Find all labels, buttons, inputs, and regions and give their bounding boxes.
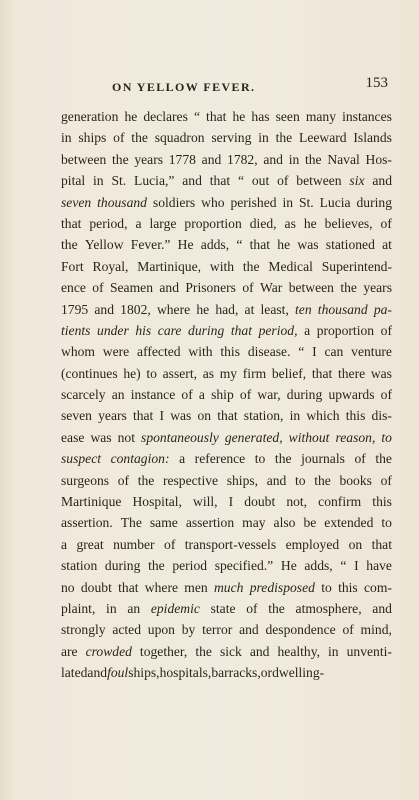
word: disease. bbox=[247, 344, 291, 360]
word: of bbox=[380, 387, 392, 403]
text-line bbox=[61, 299, 392, 320]
word: as bbox=[284, 215, 296, 231]
word: proportion bbox=[316, 322, 375, 338]
word: a bbox=[198, 387, 205, 403]
word: stationed bbox=[325, 237, 375, 253]
text-line bbox=[61, 192, 392, 213]
italic-word: thousand bbox=[97, 194, 147, 210]
word: St. bbox=[298, 194, 314, 210]
word: and bbox=[87, 665, 108, 681]
word: dwelling- bbox=[272, 665, 325, 681]
word: Leeward bbox=[299, 130, 347, 146]
word: an bbox=[127, 600, 141, 616]
word: I bbox=[228, 494, 234, 510]
word: and bbox=[94, 301, 114, 317]
word: the bbox=[148, 558, 165, 574]
word: perished bbox=[230, 194, 277, 210]
word: the bbox=[242, 258, 260, 274]
word: that bbox=[209, 173, 231, 189]
word: generation bbox=[61, 109, 119, 124]
word: ships bbox=[78, 130, 107, 146]
text-line bbox=[61, 470, 392, 491]
word: was bbox=[370, 365, 392, 381]
word: where bbox=[156, 301, 191, 317]
word: Superintend- bbox=[321, 258, 392, 274]
word: also bbox=[273, 515, 296, 531]
word: same bbox=[149, 515, 178, 531]
word: on bbox=[348, 536, 363, 552]
italic-word: suspect bbox=[61, 451, 102, 467]
word: and bbox=[266, 472, 287, 488]
word: ships, bbox=[226, 472, 259, 488]
word: great bbox=[76, 536, 104, 552]
word: this bbox=[345, 408, 366, 424]
word: years bbox=[98, 408, 127, 424]
word: the bbox=[61, 237, 78, 253]
word: the bbox=[137, 472, 155, 488]
word: the bbox=[268, 600, 285, 616]
word: doubt bbox=[80, 579, 112, 595]
word: surgeons bbox=[61, 472, 110, 488]
text-line bbox=[61, 427, 392, 448]
word: be bbox=[303, 515, 317, 531]
word: the bbox=[314, 472, 331, 488]
word: station, bbox=[243, 408, 284, 424]
word: venture bbox=[351, 344, 392, 360]
word: belief, bbox=[271, 365, 307, 381]
text-line bbox=[61, 555, 392, 576]
word: of bbox=[277, 173, 289, 189]
word: barracks, bbox=[211, 665, 261, 681]
word: was bbox=[297, 237, 319, 253]
word: in bbox=[258, 130, 269, 146]
italic-word: during bbox=[188, 322, 225, 338]
word: he bbox=[124, 109, 138, 124]
word: least, bbox=[260, 301, 289, 317]
word: in bbox=[289, 408, 301, 424]
word: had, bbox=[215, 301, 239, 317]
word: Fort bbox=[61, 258, 84, 274]
word: Royal, bbox=[92, 258, 129, 274]
text-line bbox=[61, 149, 392, 170]
word: St. bbox=[111, 173, 127, 189]
word: that bbox=[217, 408, 238, 424]
text-line bbox=[61, 170, 392, 191]
word: “ bbox=[237, 173, 245, 189]
text-line bbox=[61, 448, 392, 469]
word: “ bbox=[340, 558, 347, 574]
italic-word: ten bbox=[295, 301, 312, 317]
word: pital bbox=[61, 173, 86, 189]
word: respective bbox=[162, 472, 219, 488]
italic-word: six bbox=[349, 173, 365, 189]
word: transport-vessels bbox=[184, 536, 277, 552]
word: whom bbox=[61, 344, 95, 360]
text-line bbox=[61, 512, 392, 533]
word: despondence bbox=[265, 622, 336, 638]
word: the bbox=[112, 151, 129, 167]
text-line bbox=[61, 277, 392, 298]
word: Lucia,” bbox=[134, 173, 175, 189]
word: com- bbox=[363, 579, 392, 595]
text-line bbox=[61, 384, 392, 405]
word: 1795 bbox=[61, 301, 89, 317]
word: he bbox=[277, 237, 291, 253]
word: of bbox=[246, 600, 258, 616]
word: and bbox=[372, 173, 392, 189]
word: during bbox=[356, 194, 392, 210]
word: doubt bbox=[244, 494, 276, 510]
text-line bbox=[61, 598, 392, 619]
word: years bbox=[134, 151, 164, 167]
word: Hospital, bbox=[132, 494, 182, 510]
word: in bbox=[282, 194, 294, 210]
word: strongly bbox=[61, 622, 106, 638]
italic-word: reason, bbox=[335, 429, 376, 445]
word: in bbox=[93, 173, 104, 189]
italic-word: without bbox=[288, 429, 330, 445]
word: Hos- bbox=[365, 151, 392, 167]
word: war, bbox=[257, 387, 281, 403]
word: a bbox=[304, 322, 311, 338]
word: with bbox=[209, 258, 235, 274]
word: period bbox=[172, 558, 208, 574]
text-line bbox=[61, 341, 392, 362]
word: station bbox=[61, 558, 98, 574]
word: He bbox=[280, 558, 297, 574]
word: assertion. bbox=[61, 515, 113, 531]
word: period, bbox=[89, 215, 128, 231]
word: with bbox=[188, 344, 213, 360]
word: assertion bbox=[185, 515, 235, 531]
word: an bbox=[111, 387, 125, 403]
word: between bbox=[296, 173, 342, 189]
italic-word: seven bbox=[61, 194, 92, 210]
word: that bbox=[118, 579, 139, 595]
word: this bbox=[372, 494, 392, 510]
italic-word: tients bbox=[61, 322, 91, 338]
word: extended bbox=[324, 515, 374, 531]
word: that bbox=[371, 536, 392, 552]
word: that bbox=[61, 215, 82, 231]
italic-word: spontaneously bbox=[141, 429, 219, 445]
word: firm bbox=[242, 365, 267, 381]
word: a bbox=[61, 536, 68, 552]
text-line bbox=[61, 619, 392, 640]
word: ease bbox=[61, 429, 85, 445]
word: to bbox=[254, 451, 266, 467]
word: to bbox=[294, 472, 306, 488]
word: where bbox=[144, 579, 179, 595]
word: at bbox=[382, 237, 392, 253]
word: sick bbox=[219, 643, 242, 659]
italic-word: his bbox=[135, 322, 152, 338]
word: instance bbox=[130, 387, 176, 403]
word: assert, bbox=[162, 365, 197, 381]
word: large bbox=[149, 215, 177, 231]
word: this bbox=[338, 579, 358, 595]
word: Lucia bbox=[319, 194, 351, 210]
word: there bbox=[337, 365, 366, 381]
page-number: 153 bbox=[365, 75, 388, 91]
word: of bbox=[380, 322, 392, 338]
italic-word: to bbox=[381, 429, 392, 445]
word: of bbox=[239, 387, 252, 403]
word: during bbox=[286, 387, 323, 403]
word: the bbox=[195, 643, 212, 659]
word: between bbox=[61, 151, 107, 167]
word: years bbox=[363, 280, 392, 296]
page-header bbox=[60, 75, 390, 97]
word: of bbox=[242, 280, 254, 296]
word: during bbox=[104, 558, 141, 574]
word: ships, bbox=[128, 665, 160, 681]
word: employed bbox=[285, 536, 340, 552]
text-line bbox=[61, 213, 392, 234]
word: my bbox=[219, 365, 238, 381]
word: Seamen bbox=[109, 280, 153, 296]
text-line bbox=[61, 127, 392, 148]
word: plaint, bbox=[61, 600, 96, 616]
word: Naval bbox=[327, 151, 360, 167]
word: seen bbox=[275, 109, 300, 124]
word: who bbox=[201, 194, 225, 210]
word: terror bbox=[202, 622, 233, 638]
word: hospitals, bbox=[159, 665, 212, 681]
word: Martinique bbox=[61, 494, 122, 510]
italic-word: that bbox=[230, 322, 253, 338]
word: men bbox=[184, 579, 208, 595]
word: affected bbox=[137, 344, 181, 360]
word: of bbox=[92, 280, 104, 296]
word: 1778 bbox=[168, 151, 196, 167]
word: by bbox=[181, 622, 196, 638]
italic-word: predisposed bbox=[249, 579, 315, 595]
word: to bbox=[381, 515, 392, 531]
word: adds, bbox=[304, 558, 333, 574]
word: in bbox=[328, 643, 339, 659]
text-line bbox=[61, 256, 392, 277]
word: lated bbox=[61, 665, 88, 681]
text-line bbox=[61, 641, 392, 662]
word: that bbox=[206, 109, 227, 124]
word: seven bbox=[61, 408, 92, 424]
word: a bbox=[179, 451, 186, 467]
word: may bbox=[242, 515, 266, 531]
word: ship bbox=[211, 387, 234, 403]
word: he bbox=[196, 301, 210, 317]
word: as bbox=[202, 365, 215, 381]
italic-word: foul bbox=[107, 665, 129, 681]
word: or bbox=[260, 665, 273, 681]
word: I bbox=[312, 344, 317, 360]
word: journals bbox=[301, 451, 345, 467]
word: to bbox=[146, 365, 157, 381]
word: he bbox=[232, 109, 246, 124]
italic-word: contagion: bbox=[110, 451, 170, 467]
word: He bbox=[177, 237, 194, 253]
word: together, bbox=[139, 643, 188, 659]
word: of bbox=[380, 215, 392, 231]
word: in bbox=[288, 151, 300, 167]
word: between bbox=[288, 280, 334, 296]
text-line bbox=[61, 534, 392, 555]
word: instances bbox=[342, 109, 392, 124]
word: specified.” bbox=[214, 558, 274, 574]
word: adds, bbox=[200, 237, 230, 253]
word: the bbox=[340, 280, 357, 296]
word: and bbox=[249, 643, 270, 659]
word: that bbox=[132, 408, 154, 424]
word: upon bbox=[147, 622, 175, 638]
word: unventi- bbox=[346, 643, 392, 659]
word: in bbox=[106, 600, 117, 616]
word: and bbox=[201, 151, 222, 167]
word: soldiers bbox=[152, 194, 196, 210]
italic-word: thousand bbox=[317, 301, 368, 317]
word: believes, bbox=[324, 215, 373, 231]
text-line bbox=[61, 577, 392, 598]
word: and bbox=[263, 151, 283, 167]
word: this bbox=[220, 344, 240, 360]
word: out bbox=[251, 173, 270, 189]
running-head: ON YELLOW FEVER. bbox=[112, 80, 256, 94]
word: will, bbox=[193, 494, 218, 510]
word: not bbox=[117, 429, 135, 445]
word: were bbox=[102, 344, 130, 360]
word: the bbox=[131, 130, 148, 146]
word: proportion bbox=[184, 215, 242, 231]
word: dis- bbox=[371, 408, 392, 424]
word: acted bbox=[112, 622, 142, 638]
word: serving bbox=[211, 130, 252, 146]
text-line bbox=[61, 363, 392, 384]
word: number bbox=[113, 536, 155, 552]
word: reference bbox=[194, 451, 246, 467]
word: “ bbox=[193, 109, 200, 124]
word: that bbox=[249, 237, 271, 253]
word: healthy, bbox=[277, 643, 321, 659]
word: I bbox=[159, 408, 165, 424]
word: atmosphere, bbox=[295, 600, 362, 616]
word: and bbox=[159, 280, 179, 296]
word: confirm bbox=[318, 494, 362, 510]
word: the bbox=[304, 151, 322, 167]
word: the bbox=[375, 451, 392, 467]
italic-word: much bbox=[213, 579, 244, 595]
word: of bbox=[117, 472, 130, 488]
word: the bbox=[275, 130, 293, 146]
word: has bbox=[251, 109, 270, 124]
word: and bbox=[182, 173, 202, 189]
word: he bbox=[303, 215, 317, 231]
word: “ bbox=[298, 344, 305, 360]
word: Yellow bbox=[84, 237, 124, 253]
word: of bbox=[380, 472, 392, 488]
word: Medical bbox=[268, 258, 313, 274]
body-text bbox=[61, 106, 392, 684]
word: was bbox=[90, 429, 112, 445]
italic-word: generated, bbox=[224, 429, 283, 445]
word: in bbox=[61, 130, 72, 146]
word: books bbox=[339, 472, 372, 488]
word: died, bbox=[249, 215, 277, 231]
italic-word: care bbox=[157, 322, 182, 338]
word: on bbox=[197, 408, 212, 424]
word: Fever.” bbox=[130, 237, 171, 253]
word: Islands bbox=[353, 130, 392, 146]
word: (continues bbox=[61, 365, 118, 381]
word: have bbox=[366, 558, 392, 574]
italic-word: under bbox=[97, 322, 129, 338]
word: of bbox=[113, 130, 125, 146]
word: no bbox=[61, 579, 75, 595]
italic-word: pa- bbox=[373, 301, 392, 317]
word: are bbox=[61, 643, 78, 659]
word: that bbox=[311, 365, 333, 381]
word: can bbox=[324, 344, 344, 360]
word: a bbox=[135, 215, 142, 231]
word: of bbox=[181, 387, 193, 403]
word: and bbox=[239, 622, 259, 638]
word: of bbox=[342, 622, 354, 638]
word: War bbox=[260, 280, 283, 296]
word: 1802, bbox=[120, 301, 151, 317]
word: at bbox=[244, 301, 255, 317]
text-line bbox=[61, 234, 392, 255]
word: mind, bbox=[360, 622, 392, 638]
word: of bbox=[164, 536, 176, 552]
word: scarcely bbox=[61, 387, 106, 403]
word: was bbox=[170, 408, 192, 424]
text-line bbox=[61, 106, 392, 127]
word: Prisoners bbox=[185, 280, 236, 296]
word: declares bbox=[143, 109, 188, 124]
word: The bbox=[120, 515, 142, 531]
text-line bbox=[61, 491, 392, 512]
word: state bbox=[210, 600, 236, 616]
word: ence bbox=[61, 280, 86, 296]
word: which bbox=[306, 408, 340, 424]
word: and bbox=[372, 600, 392, 616]
word: many bbox=[305, 109, 337, 124]
word: upwards bbox=[328, 387, 375, 403]
italic-word: epidemic bbox=[150, 600, 200, 616]
word: not, bbox=[286, 494, 308, 510]
word: of bbox=[354, 451, 366, 467]
word: to bbox=[321, 579, 332, 595]
italic-word: period, bbox=[258, 322, 298, 338]
italic-word: crowded bbox=[85, 643, 132, 659]
word: he) bbox=[123, 365, 141, 381]
word: “ bbox=[236, 237, 243, 253]
text-line bbox=[61, 320, 392, 341]
word: 1782, bbox=[227, 151, 258, 167]
word: Martinique, bbox=[137, 258, 202, 274]
text-line bbox=[61, 662, 392, 683]
text-line bbox=[61, 405, 392, 426]
word: the bbox=[274, 451, 292, 467]
word: I bbox=[354, 558, 359, 574]
word: squadron bbox=[154, 130, 205, 146]
